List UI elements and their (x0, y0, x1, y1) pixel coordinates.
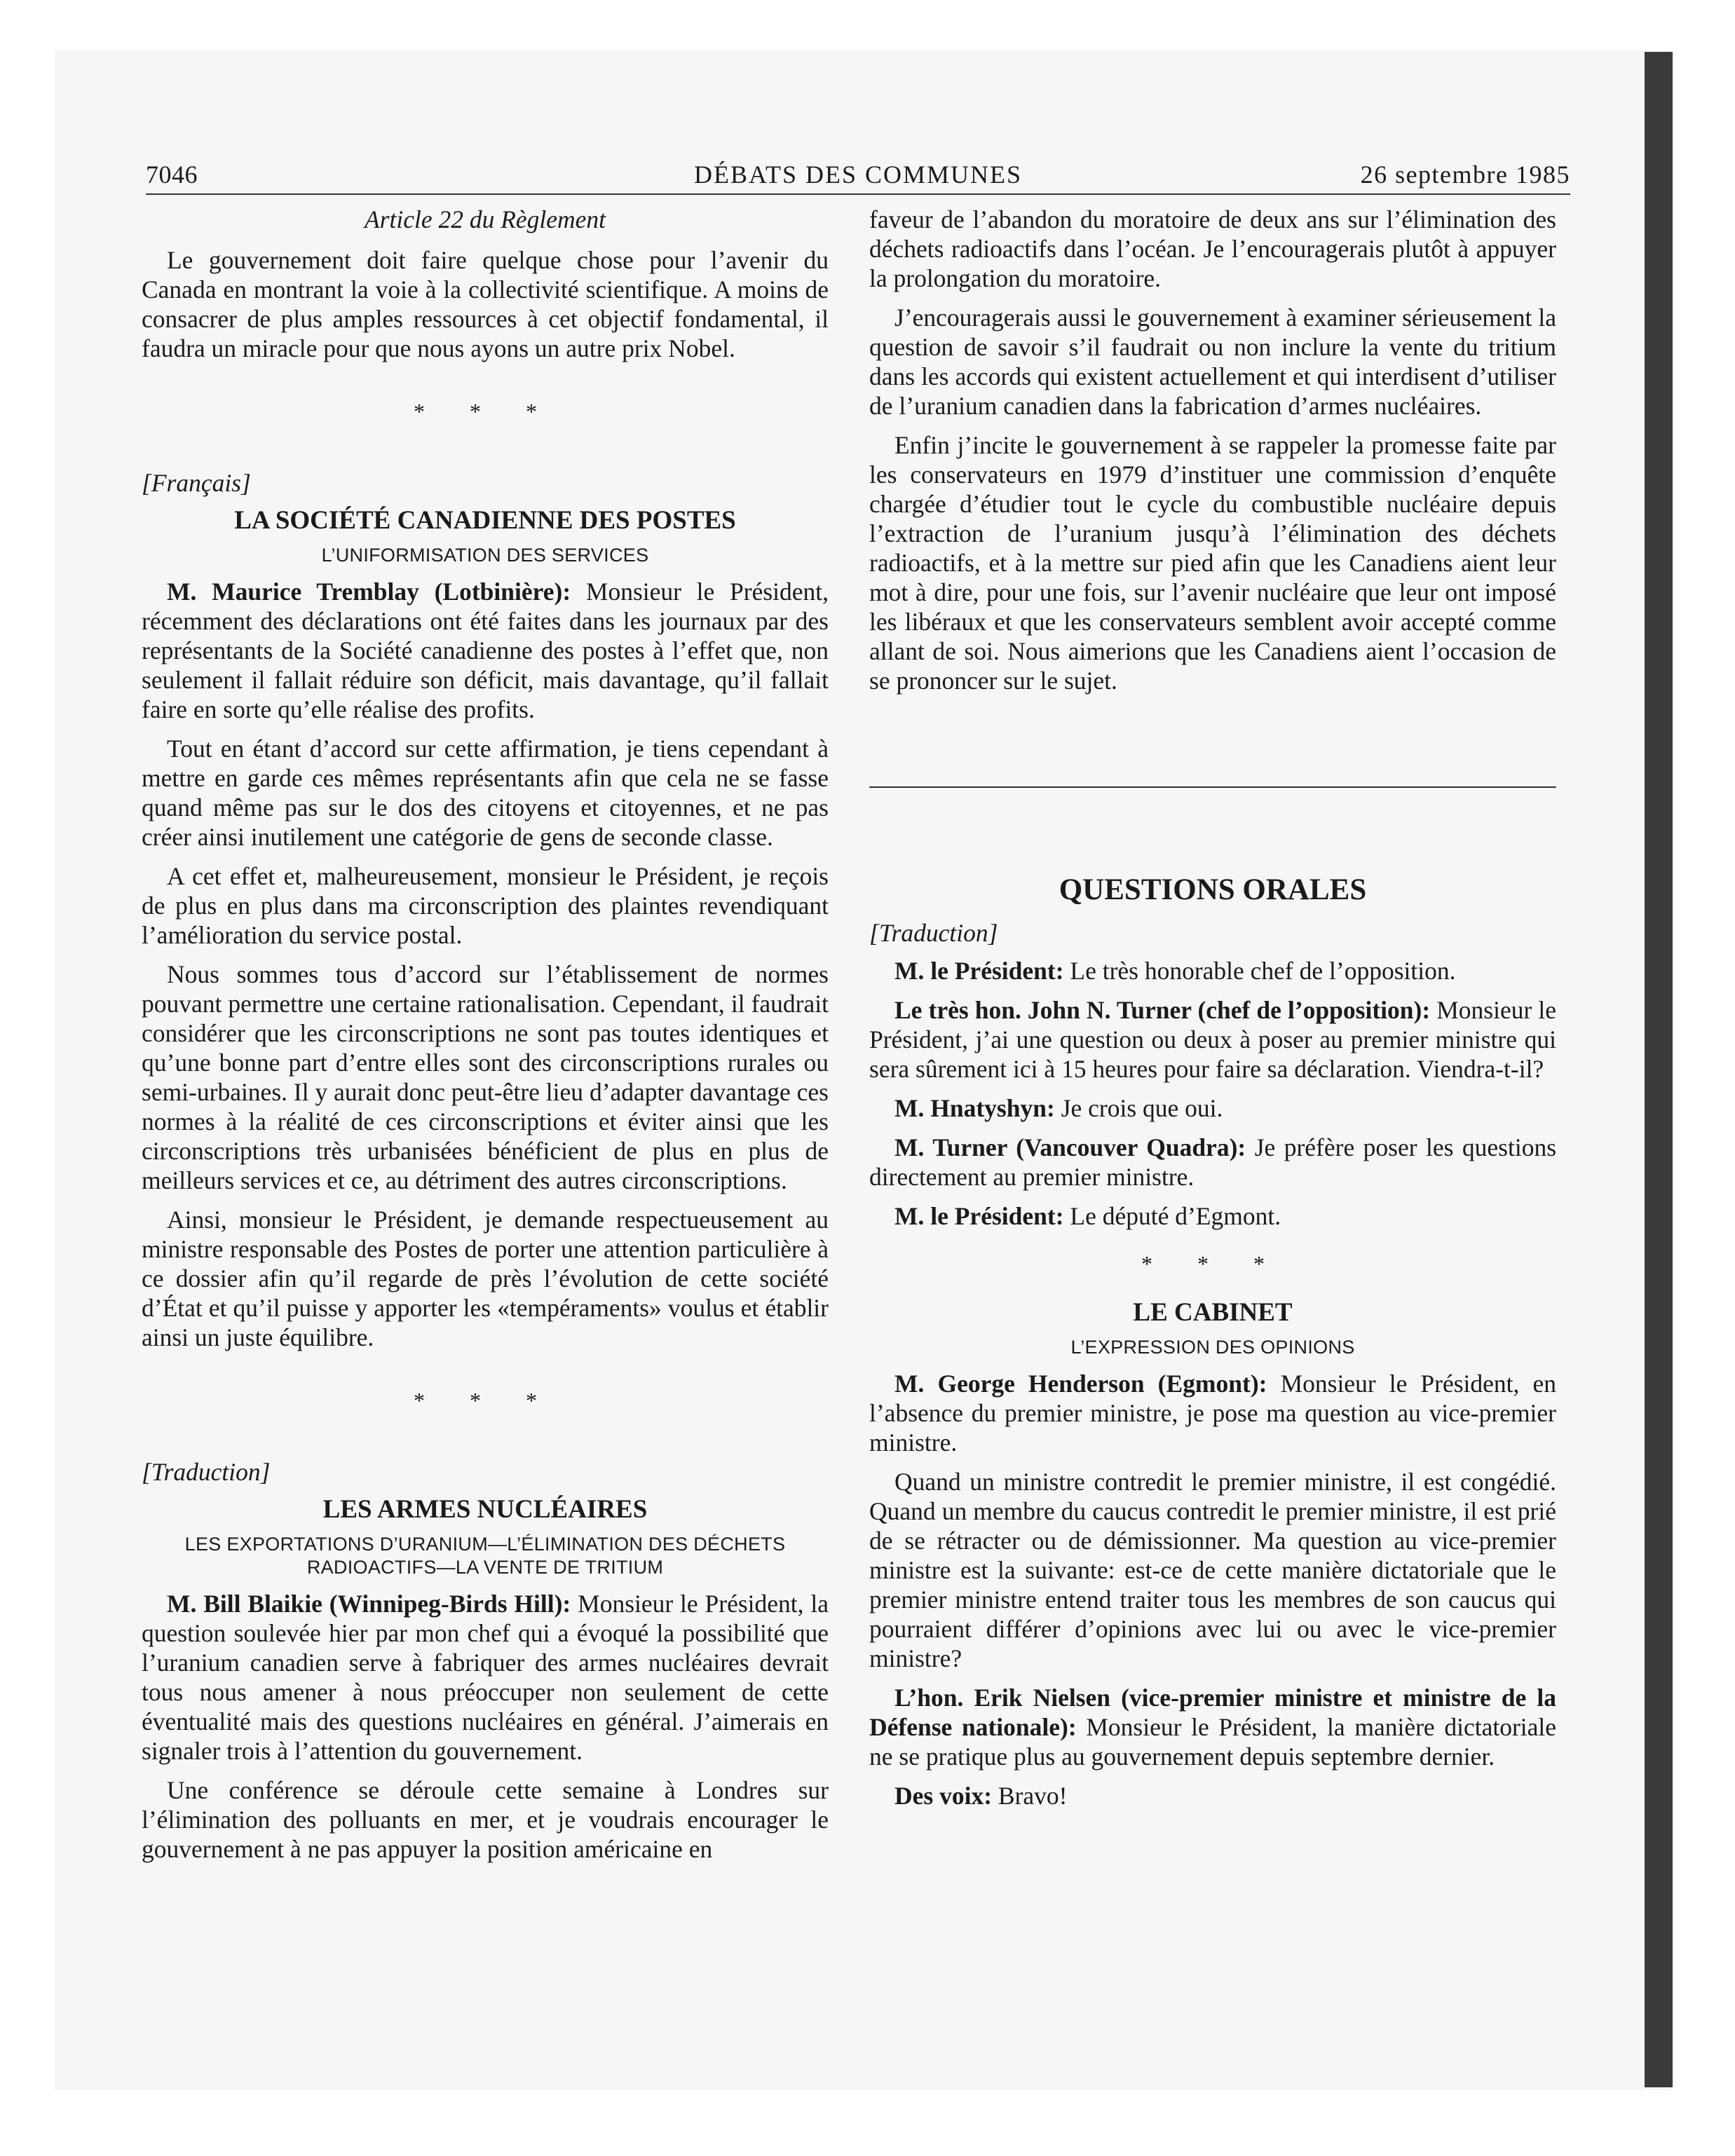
speech-text: Monsieur le Président, la manière dictatoriale ne se pratique plus au gouvernement depuis septembre dernier. (869, 1713, 1557, 1770)
paragraph: A cet effet et, malheureusement, monsieur le Président, je reçois de plus en plus dans ma circonscription des plaintes revendiquant l’amélioration du service postal. (142, 862, 829, 949)
paragraph: Tout en étant d’accord sur cette affirmation, je tiens cependant à mettre en garde ces mêmes représentants afin que cela ne se fasse quand même pas sur le dos des citoyens et citoyennes, et ne pas créer ainsi inutilement une catégorie de gens de seconde classe. (142, 735, 829, 851)
section-heading: LE CABINET (1133, 1298, 1293, 1327)
paragraph: Enfin j’incite le gouvernement à se rappeler la promesse faite par les conservateurs en 1979 d’instituer une commission d’enquête chargée d’étudier tout le cycle du combustible nucléaire depuis l’extraction de l’uranium jusqu’à l’élimination des déchets radioactifs, et à la mettre sur pied afin que les Canadiens aient leur mot à dire, pour une fois, sur l’avenir nucléaire que leur ont imposé les libéraux et que les conservateurs semblent avoir accepté comme allant de soi. Nous aimerions que les Canadiens aient l’occasion de se prononcer sur le sujet. (869, 431, 1556, 695)
paragraph: J’encouragerais aussi le gouvernement à examiner sérieusement la question de savoir s’il faudrait ou non inclure la vente du tritium dans les accords qui existent actuellement et qui interdisent d’utiliser de l’uranium canadien dans la fabrication d’armes nucléaires. (869, 303, 1556, 420)
speech-text: Monsieur le Président, j’ai une question ou deux à poser au premier ministre qui sera sûrement ici à 15 heures pour faire sa déclaration. Viendra-t-il? (869, 996, 1556, 1083)
language-marker: [Français] (142, 469, 251, 497)
speech-text: Le député d’Egmont. (1070, 1202, 1281, 1230)
speech-paragraph (869, 956, 1556, 985)
page-header (146, 160, 1570, 196)
section-heading: LES ARMES NUCLÉAIRES (322, 1495, 648, 1524)
scan-edge-shadow (1645, 52, 1673, 2087)
language-marker: [Traduction] (142, 1458, 271, 1486)
page-number: 7046 (146, 161, 198, 189)
speaker-name: M. Bill Blaikie (Winnipeg-Birds Hill): (167, 1590, 571, 1618)
standing-order-reference: Article 22 du Règlement (364, 205, 606, 233)
speaker-name: M. le Président: (894, 1202, 1064, 1230)
speaker-name: M. Turner (Vancouver Quadra): (894, 1133, 1246, 1161)
paragraph: Ainsi, monsieur le Président, je demande respectueusement au ministre responsable des Postes de porter une attention particulière à ce dossier afin qu’il regarde de près l’évolution de cette société d’État et qu’il puisse y apporter les «tempéraments» voulus et établir ainsi un juste équilibre. (142, 1206, 829, 1351)
section-heading: LA SOCIÉTÉ CANADIENNE DES POSTES (234, 506, 736, 535)
speech-paragraph (142, 577, 829, 724)
right-column (869, 205, 1556, 1820)
paragraph: Quand un ministre contredit le premier ministre, il est congédié. Quand un membre du caucus contredit le premier ministre, il est prié de se rétracter ou de démissionner. Ma question au vice-premier ministre est la suivante: est-ce de cette manière dictatoriale que le premier ministre entend traiter tous les membres de son caucus qui pourraient différer d’opinions avec lui ou avec le vice-premier ministre? (869, 1468, 1556, 1672)
speech-paragraph (142, 1589, 829, 1766)
speech-paragraph (869, 1093, 1556, 1123)
speech-paragraph (869, 1201, 1556, 1231)
speech-paragraph (869, 1683, 1556, 1771)
speech-text: Je préfère poser les questions directement au premier ministre. (869, 1133, 1557, 1191)
speech-text: Bravo! (998, 1782, 1068, 1810)
speech-text: Monsieur le Président, en l’absence du premier ministre, je pose ma question au vice-premier ministre. (869, 1370, 1556, 1456)
paragraph: faveur de l’abandon du moratoire de deux ans sur l’élimination des déchets radioactifs dans l’océan. Je l’encouragerais plutôt à appuyer la prolongation du moratoire. (869, 205, 1556, 292)
speaker-name: Le très hon. John N. Turner (chef de l’opposition): (894, 996, 1431, 1024)
paragraph: Nous sommes tous d’accord sur l’établissement de normes pouvant permettre une certaine rationalisation. Cependant, il faudrait considérer que les circonscriptions ne sont pas toutes identiques et qu’une bonne part d’entre elles sont des circonscriptions rurales ou semi-urbaines. Il y aurait donc peut-être lieu d’adapter davantage ces normes à la réalité de ces circonscriptions et éviter ainsi que les circonscriptions très urbanisées bénéficient de plus en plus de meilleurs services et ce, au détriment des autres circonscriptions. (142, 960, 829, 1194)
speaker-name: M. Hnatyshyn: (894, 1094, 1055, 1122)
section-separator: * * * (1141, 1251, 1284, 1276)
speech-paragraph (869, 1781, 1556, 1810)
spacer (869, 788, 1556, 872)
speech-paragraph (869, 995, 1556, 1084)
section-subheading: LES EXPORTATIONS D’URANIUM—L’ÉLIMINATION DES DÉCHETS RADIOACTIFS—LA VENTE DE TRITIUM (184, 1534, 786, 1578)
speaker-name: L’hon. Erik Nielsen (vice-premier ministre et ministre de la Défense nationale): (869, 1684, 1556, 1741)
speaker-name: Des voix: (894, 1782, 993, 1810)
publication-title: DÉBATS DES COMMUNES (693, 161, 1023, 189)
language-marker: [Traduction] (869, 919, 998, 947)
speech-text: Le très honorable chef de l’opposition. (1070, 957, 1456, 985)
speech-text: Monsieur le Président, récemment des déclarations ont été faites dans les journaux par des représentants de la Société canadienne des postes à l’effet que, non seulement il fallait réduire son déficit, mais davantage, qu’il fallait faire en sorte qu’elle réalise des profits. (142, 578, 829, 723)
page-date: 26 septembre 1985 (1360, 161, 1570, 189)
section-subheading: L’EXPRESSION DES OPINIONS (1070, 1337, 1355, 1358)
paragraph: Le gouvernement doit faire quelque chose pour l’avenir du Canada en montrant la voie à la collectivité scientifique. A moins de consacrer de plus amples ressources à cet objectif fondamental, il faudra un miracle pour que nous ayons un autre prix Nobel. (142, 246, 829, 362)
speech-paragraph (869, 1369, 1556, 1457)
left-column (142, 205, 829, 1874)
paragraph: Une conférence se déroule cette semaine à Londres sur l’élimination des polluants en mer, et je voudrais encourager le gouvernement à ne pas appuyer la position américaine en (142, 1776, 829, 1863)
section-title: QUESTIONS ORALES (1059, 873, 1367, 906)
speaker-name: M. le Président: (894, 957, 1064, 985)
section-subheading: L’UNIFORMISATION DES SERVICES (321, 545, 649, 566)
speaker-name: M. George Henderson (Egmont): (894, 1370, 1267, 1398)
speech-text: Je crois que oui. (1061, 1094, 1223, 1122)
header-rule (146, 193, 1570, 195)
speaker-name: M. Maurice Tremblay (Lotbinière): (167, 578, 571, 606)
speech-paragraph (869, 1133, 1556, 1192)
speech-text: Monsieur le Président, la question soulevée hier par mon chef qui a évoqué la possibilité que l’uranium canadien serve à fabriquer des armes nucléaires devrait tous nous amener à nous préoccuper non seulement de cette éventualité mais des questions nucléaires en général. J’aimerais en signaler trois à l’attention du gouvernement. (142, 1590, 829, 1765)
section-separator: * * * (414, 1388, 557, 1413)
section-separator: * * * (414, 399, 557, 424)
